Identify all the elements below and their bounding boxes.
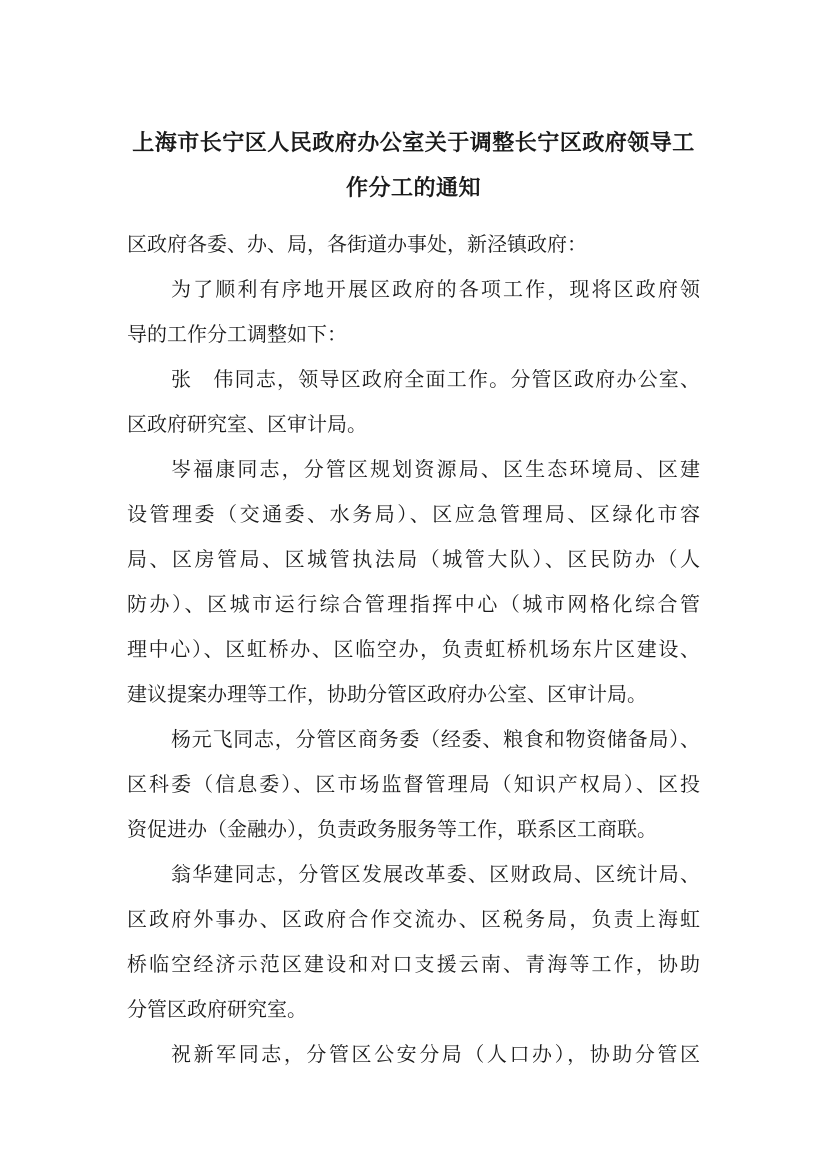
document-body xyxy=(127,222,700,1077)
paragraph xyxy=(127,447,700,717)
text-line: 区政府研究室、区审计局。 xyxy=(127,412,367,436)
text-line: 分管区政府研究室。 xyxy=(127,997,307,1021)
text-line: 为了顺利有序地开展区政府的各项工作，现将区政府领 xyxy=(171,277,700,301)
text-line: 资促进办（金融办），负责政务服务等工作，联系区工商联。 xyxy=(127,817,657,841)
text-line: 祝新军同志，分管区公安分局（人口办），协助分管区 xyxy=(171,1042,700,1066)
paragraph xyxy=(127,357,700,447)
paragraph xyxy=(127,267,700,357)
text-line: 局、区房管局、区城管执法局（城管大队）、区民防办（人 xyxy=(127,547,700,571)
text-line: 桥临空经济示范区建设和对口支援云南、青海等工作，协助 xyxy=(127,952,700,976)
text-line: 设管理委（交通委、水务局）、区应急管理局、区绿化市容 xyxy=(127,502,700,526)
title-line-2: 作分工的通知 xyxy=(345,175,481,201)
text-line: 张 伟同志，领导区政府全面工作。分管区政府办公室、 xyxy=(171,367,700,391)
text-line: 区政府各委、办、局，各街道办事处，新泾镇政府： xyxy=(127,232,587,256)
title-line-1: 上海市长宁区人民政府办公室关于调整长宁区政府领导工 xyxy=(132,130,695,156)
text-line: 翁华建同志，分管区发展改革委、区财政局、区统计局、 xyxy=(171,862,700,886)
text-line: 区政府外事办、区政府合作交流办、区税务局，负责上海虹 xyxy=(127,907,700,931)
text-line: 杨元飞同志，分管区商务委（经委、粮食和物资储备局）、 xyxy=(171,727,700,751)
paragraph xyxy=(127,1032,700,1077)
salutation xyxy=(127,222,700,267)
text-line: 岑福康同志，分管区规划资源局、区生态环境局、区建 xyxy=(171,457,700,481)
document-title xyxy=(127,121,700,211)
text-line: 防办）、区城市运行综合管理指挥中心（城市网格化综合管 xyxy=(127,592,700,616)
text-line: 区科委（信息委）、区市场监督管理局（知识产权局）、区投 xyxy=(127,772,700,796)
text-line: 导的工作分工调整如下： xyxy=(127,322,347,346)
text-line: 理中心）、区虹桥办、区临空办，负责虹桥机场东片区建设、 xyxy=(127,637,700,661)
paragraph xyxy=(127,717,700,852)
text-line: 建议提案办理等工作，协助分管区政府办公室、区审计局。 xyxy=(127,682,647,706)
paragraph xyxy=(127,852,700,1032)
